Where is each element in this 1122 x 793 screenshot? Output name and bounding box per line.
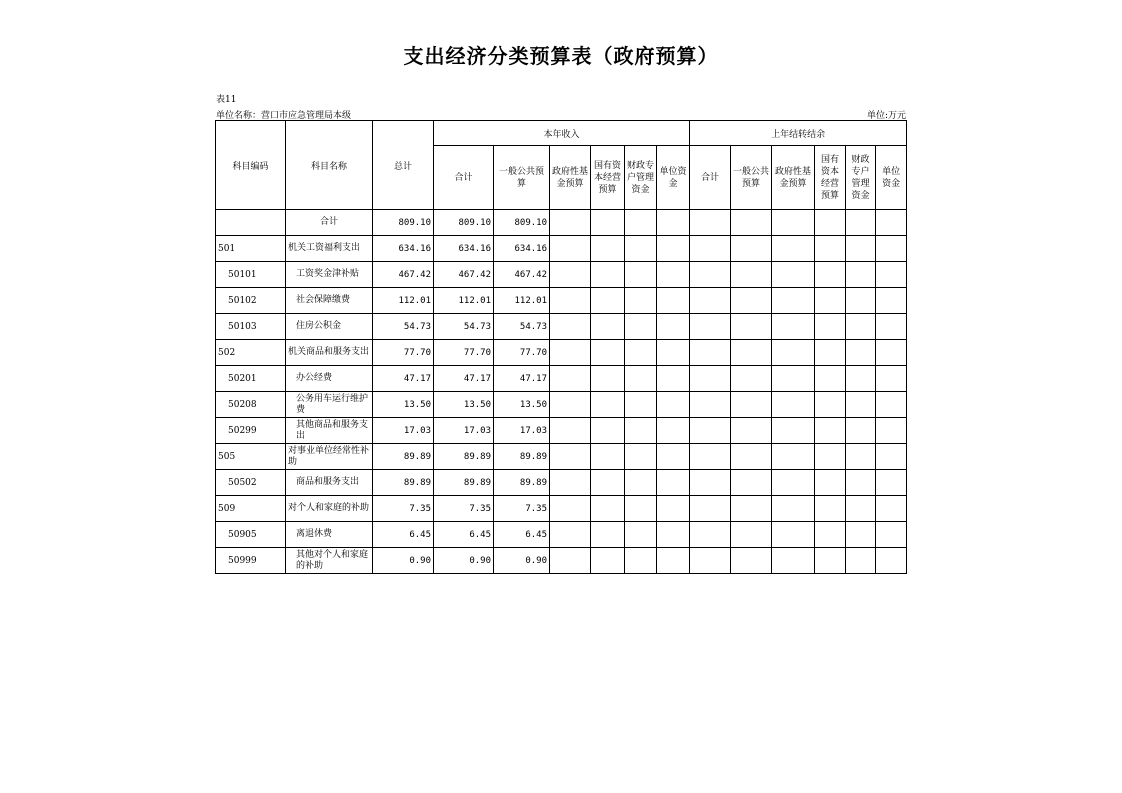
empty-cell: [591, 236, 625, 262]
empty-cell: [731, 548, 772, 574]
empty-cell: [690, 340, 731, 366]
row-current-general: 634.16: [494, 236, 550, 262]
empty-cell: [550, 496, 591, 522]
row-name: 工资奖金津补贴: [286, 262, 373, 288]
empty-cell: [690, 444, 731, 470]
empty-cell: [591, 418, 625, 444]
empty-cell: [731, 470, 772, 496]
empty-cell: [815, 366, 846, 392]
empty-cell: [876, 444, 907, 470]
empty-cell: [591, 522, 625, 548]
row-name: 公务用车运行维护费: [286, 392, 373, 418]
empty-cell: [772, 288, 815, 314]
empty-cell: [846, 496, 876, 522]
table-row: [216, 262, 907, 288]
row-current-general: 89.89: [494, 444, 550, 470]
empty-cell: [550, 444, 591, 470]
empty-cell: [815, 418, 846, 444]
empty-cell: [550, 522, 591, 548]
empty-cell: [550, 262, 591, 288]
row-code: 501: [216, 236, 286, 262]
empty-cell: [772, 522, 815, 548]
empty-cell: [657, 314, 690, 340]
row-current-sum: 6.45: [434, 522, 494, 548]
empty-cell: [550, 210, 591, 236]
empty-cell: [846, 366, 876, 392]
row-total: 17.03: [373, 418, 434, 444]
header-name: 科目名称: [286, 121, 373, 210]
row-total: 6.45: [373, 522, 434, 548]
row-current-sum: 54.73: [434, 314, 494, 340]
empty-cell: [876, 262, 907, 288]
row-current-sum: 0.90: [434, 548, 494, 574]
empty-cell: [591, 366, 625, 392]
empty-cell: [657, 444, 690, 470]
empty-cell: [876, 366, 907, 392]
empty-cell: [550, 314, 591, 340]
empty-cell: [591, 288, 625, 314]
empty-cell: [550, 366, 591, 392]
empty-cell: [591, 262, 625, 288]
empty-cell: [657, 236, 690, 262]
empty-cell: [876, 314, 907, 340]
empty-cell: [657, 470, 690, 496]
row-current-sum: 17.03: [434, 418, 494, 444]
empty-cell: [625, 392, 657, 418]
row-total: 0.90: [373, 548, 434, 574]
row-code: 50905: [216, 522, 286, 548]
empty-cell: [731, 496, 772, 522]
header-current-income: 本年收入: [434, 121, 690, 146]
header-cur-general: 一般公共预算: [494, 146, 550, 210]
empty-cell: [772, 444, 815, 470]
row-current-general: 13.50: [494, 392, 550, 418]
row-name: 其他商品和服务支出: [286, 418, 373, 444]
row-name: 对事业单位经常性补助: [286, 444, 373, 470]
row-total: 809.10: [373, 210, 434, 236]
empty-cell: [731, 288, 772, 314]
row-name: 合计: [286, 210, 373, 236]
row-total: 89.89: [373, 470, 434, 496]
empty-cell: [876, 392, 907, 418]
empty-cell: [625, 548, 657, 574]
empty-cell: [846, 340, 876, 366]
header-carryover: 上年结转结余: [690, 121, 907, 146]
empty-cell: [772, 496, 815, 522]
empty-cell: [625, 496, 657, 522]
header-carry-state-capital: 国有资本经营预算: [815, 146, 846, 210]
row-current-sum: 89.89: [434, 444, 494, 470]
empty-cell: [815, 236, 846, 262]
empty-cell: [731, 236, 772, 262]
row-code: 50299: [216, 418, 286, 444]
row-current-general: 47.17: [494, 366, 550, 392]
row-current-general: 77.70: [494, 340, 550, 366]
row-current-sum: 112.01: [434, 288, 494, 314]
header-carry-general: 一般公共预算: [731, 146, 772, 210]
row-code: 502: [216, 340, 286, 366]
row-name: 住房公积金: [286, 314, 373, 340]
row-code: 50102: [216, 288, 286, 314]
empty-cell: [690, 210, 731, 236]
unit-name: 单位名称：营口市应急管理局本级: [216, 111, 352, 121]
empty-cell: [846, 470, 876, 496]
table-number: 表11: [216, 95, 237, 105]
empty-cell: [731, 522, 772, 548]
header-total: 总计: [373, 121, 434, 210]
table-row: [216, 496, 907, 522]
row-name: 商品和服务支出: [286, 470, 373, 496]
table-row: [216, 392, 907, 418]
row-total: 467.42: [373, 262, 434, 288]
empty-cell: [815, 496, 846, 522]
empty-cell: [876, 418, 907, 444]
empty-cell: [846, 392, 876, 418]
empty-cell: [625, 288, 657, 314]
row-name: 办公经费: [286, 366, 373, 392]
empty-cell: [876, 236, 907, 262]
empty-cell: [625, 470, 657, 496]
empty-cell: [846, 314, 876, 340]
empty-cell: [550, 340, 591, 366]
empty-cell: [591, 444, 625, 470]
empty-cell: [591, 340, 625, 366]
unit-label: 单位:万元: [866, 111, 906, 121]
row-code: 50103: [216, 314, 286, 340]
row-total: 13.50: [373, 392, 434, 418]
header-cur-unit-fund: 单位资金: [657, 146, 690, 210]
empty-cell: [815, 340, 846, 366]
row-code: 505: [216, 444, 286, 470]
empty-cell: [625, 418, 657, 444]
header-cur-state-capital: 国有资本经营预算: [591, 146, 625, 210]
empty-cell: [690, 496, 731, 522]
row-current-sum: 809.10: [434, 210, 494, 236]
row-current-sum: 7.35: [434, 496, 494, 522]
empty-cell: [550, 548, 591, 574]
empty-cell: [591, 496, 625, 522]
table-row: [216, 314, 907, 340]
empty-cell: [690, 522, 731, 548]
header-cur-special-account: 财政专户管理资金: [625, 146, 657, 210]
empty-cell: [772, 314, 815, 340]
row-current-general: 6.45: [494, 522, 550, 548]
row-current-general: 112.01: [494, 288, 550, 314]
row-current-general: 17.03: [494, 418, 550, 444]
row-current-sum: 77.70: [434, 340, 494, 366]
empty-cell: [591, 548, 625, 574]
empty-cell: [772, 340, 815, 366]
row-name: 社会保障缴费: [286, 288, 373, 314]
empty-cell: [815, 548, 846, 574]
empty-cell: [815, 262, 846, 288]
empty-cell: [657, 496, 690, 522]
table-row: [216, 236, 907, 262]
table-body: [216, 210, 907, 574]
empty-cell: [731, 314, 772, 340]
row-code: 50502: [216, 470, 286, 496]
empty-cell: [772, 262, 815, 288]
empty-cell: [815, 444, 846, 470]
row-current-general: 809.10: [494, 210, 550, 236]
table-row: [216, 210, 907, 236]
row-total: 77.70: [373, 340, 434, 366]
empty-cell: [876, 288, 907, 314]
empty-cell: [815, 314, 846, 340]
row-current-general: 0.90: [494, 548, 550, 574]
empty-cell: [657, 288, 690, 314]
page-title: 支出经济分类预算表（政府预算）: [403, 44, 719, 68]
empty-cell: [657, 522, 690, 548]
row-total: 634.16: [373, 236, 434, 262]
empty-cell: [876, 548, 907, 574]
empty-cell: [846, 262, 876, 288]
budget-table: [215, 120, 907, 574]
empty-cell: [690, 262, 731, 288]
empty-cell: [625, 236, 657, 262]
header-cur-gov-fund: 政府性基金预算: [550, 146, 591, 210]
header-carry-gov-fund: 政府性基金预算: [772, 146, 815, 210]
empty-cell: [772, 236, 815, 262]
row-name: 机关商品和服务支出: [286, 340, 373, 366]
row-total: 7.35: [373, 496, 434, 522]
empty-cell: [690, 314, 731, 340]
empty-cell: [846, 444, 876, 470]
empty-cell: [846, 236, 876, 262]
empty-cell: [625, 444, 657, 470]
empty-cell: [591, 470, 625, 496]
empty-cell: [690, 366, 731, 392]
empty-cell: [591, 314, 625, 340]
empty-cell: [815, 522, 846, 548]
empty-cell: [657, 210, 690, 236]
empty-cell: [846, 548, 876, 574]
table-row: [216, 340, 907, 366]
empty-cell: [731, 340, 772, 366]
empty-cell: [731, 262, 772, 288]
table-row: [216, 548, 907, 574]
row-current-sum: 634.16: [434, 236, 494, 262]
empty-cell: [625, 262, 657, 288]
empty-cell: [657, 392, 690, 418]
row-code: 50201: [216, 366, 286, 392]
empty-cell: [625, 522, 657, 548]
empty-cell: [690, 236, 731, 262]
header-cur-sum: 合计: [434, 146, 494, 210]
empty-cell: [625, 210, 657, 236]
row-current-general: 54.73: [494, 314, 550, 340]
empty-cell: [550, 418, 591, 444]
row-current-general: 89.89: [494, 470, 550, 496]
empty-cell: [690, 470, 731, 496]
row-code: 50101: [216, 262, 286, 288]
empty-cell: [657, 548, 690, 574]
row-name: 其他对个人和家庭的补助: [286, 548, 373, 574]
row-code: [216, 210, 286, 236]
row-code: 50999: [216, 548, 286, 574]
empty-cell: [846, 210, 876, 236]
empty-cell: [625, 314, 657, 340]
empty-cell: [731, 444, 772, 470]
empty-cell: [625, 340, 657, 366]
empty-cell: [731, 210, 772, 236]
table-row: [216, 418, 907, 444]
empty-cell: [657, 262, 690, 288]
row-name: 离退休费: [286, 522, 373, 548]
empty-cell: [550, 470, 591, 496]
empty-cell: [550, 236, 591, 262]
empty-cell: [690, 392, 731, 418]
empty-cell: [815, 392, 846, 418]
table-row: [216, 444, 907, 470]
row-current-sum: 467.42: [434, 262, 494, 288]
header-carry-unit-fund: 单位资金: [876, 146, 907, 210]
empty-cell: [772, 366, 815, 392]
row-current-general: 467.42: [494, 262, 550, 288]
empty-cell: [815, 210, 846, 236]
header-code: 科目编码: [216, 121, 286, 210]
row-total: 54.73: [373, 314, 434, 340]
header-carry-special-account: 财政专户管理资金: [846, 146, 876, 210]
empty-cell: [731, 418, 772, 444]
empty-cell: [846, 288, 876, 314]
row-code: 50208: [216, 392, 286, 418]
empty-cell: [876, 470, 907, 496]
empty-cell: [731, 392, 772, 418]
empty-cell: [731, 366, 772, 392]
table-row: [216, 470, 907, 496]
row-code: 509: [216, 496, 286, 522]
row-name: 机关工资福利支出: [286, 236, 373, 262]
row-total: 89.89: [373, 444, 434, 470]
empty-cell: [815, 470, 846, 496]
table-row: [216, 366, 907, 392]
empty-cell: [772, 418, 815, 444]
row-current-sum: 89.89: [434, 470, 494, 496]
table-row: [216, 288, 907, 314]
row-current-sum: 47.17: [434, 366, 494, 392]
empty-cell: [657, 340, 690, 366]
empty-cell: [657, 418, 690, 444]
empty-cell: [550, 288, 591, 314]
empty-cell: [625, 366, 657, 392]
empty-cell: [772, 210, 815, 236]
empty-cell: [846, 522, 876, 548]
empty-cell: [690, 288, 731, 314]
empty-cell: [772, 470, 815, 496]
empty-cell: [591, 210, 625, 236]
empty-cell: [657, 366, 690, 392]
empty-cell: [690, 418, 731, 444]
empty-cell: [846, 418, 876, 444]
header-carry-sum: 合计: [690, 146, 731, 210]
empty-cell: [876, 496, 907, 522]
row-current-sum: 13.50: [434, 392, 494, 418]
empty-cell: [772, 392, 815, 418]
empty-cell: [591, 392, 625, 418]
row-name: 对个人和家庭的补助: [286, 496, 373, 522]
empty-cell: [876, 340, 907, 366]
empty-cell: [690, 548, 731, 574]
empty-cell: [876, 522, 907, 548]
empty-cell: [772, 548, 815, 574]
empty-cell: [876, 210, 907, 236]
row-total: 112.01: [373, 288, 434, 314]
row-total: 47.17: [373, 366, 434, 392]
empty-cell: [550, 392, 591, 418]
row-current-general: 7.35: [494, 496, 550, 522]
empty-cell: [815, 288, 846, 314]
table-row: [216, 522, 907, 548]
